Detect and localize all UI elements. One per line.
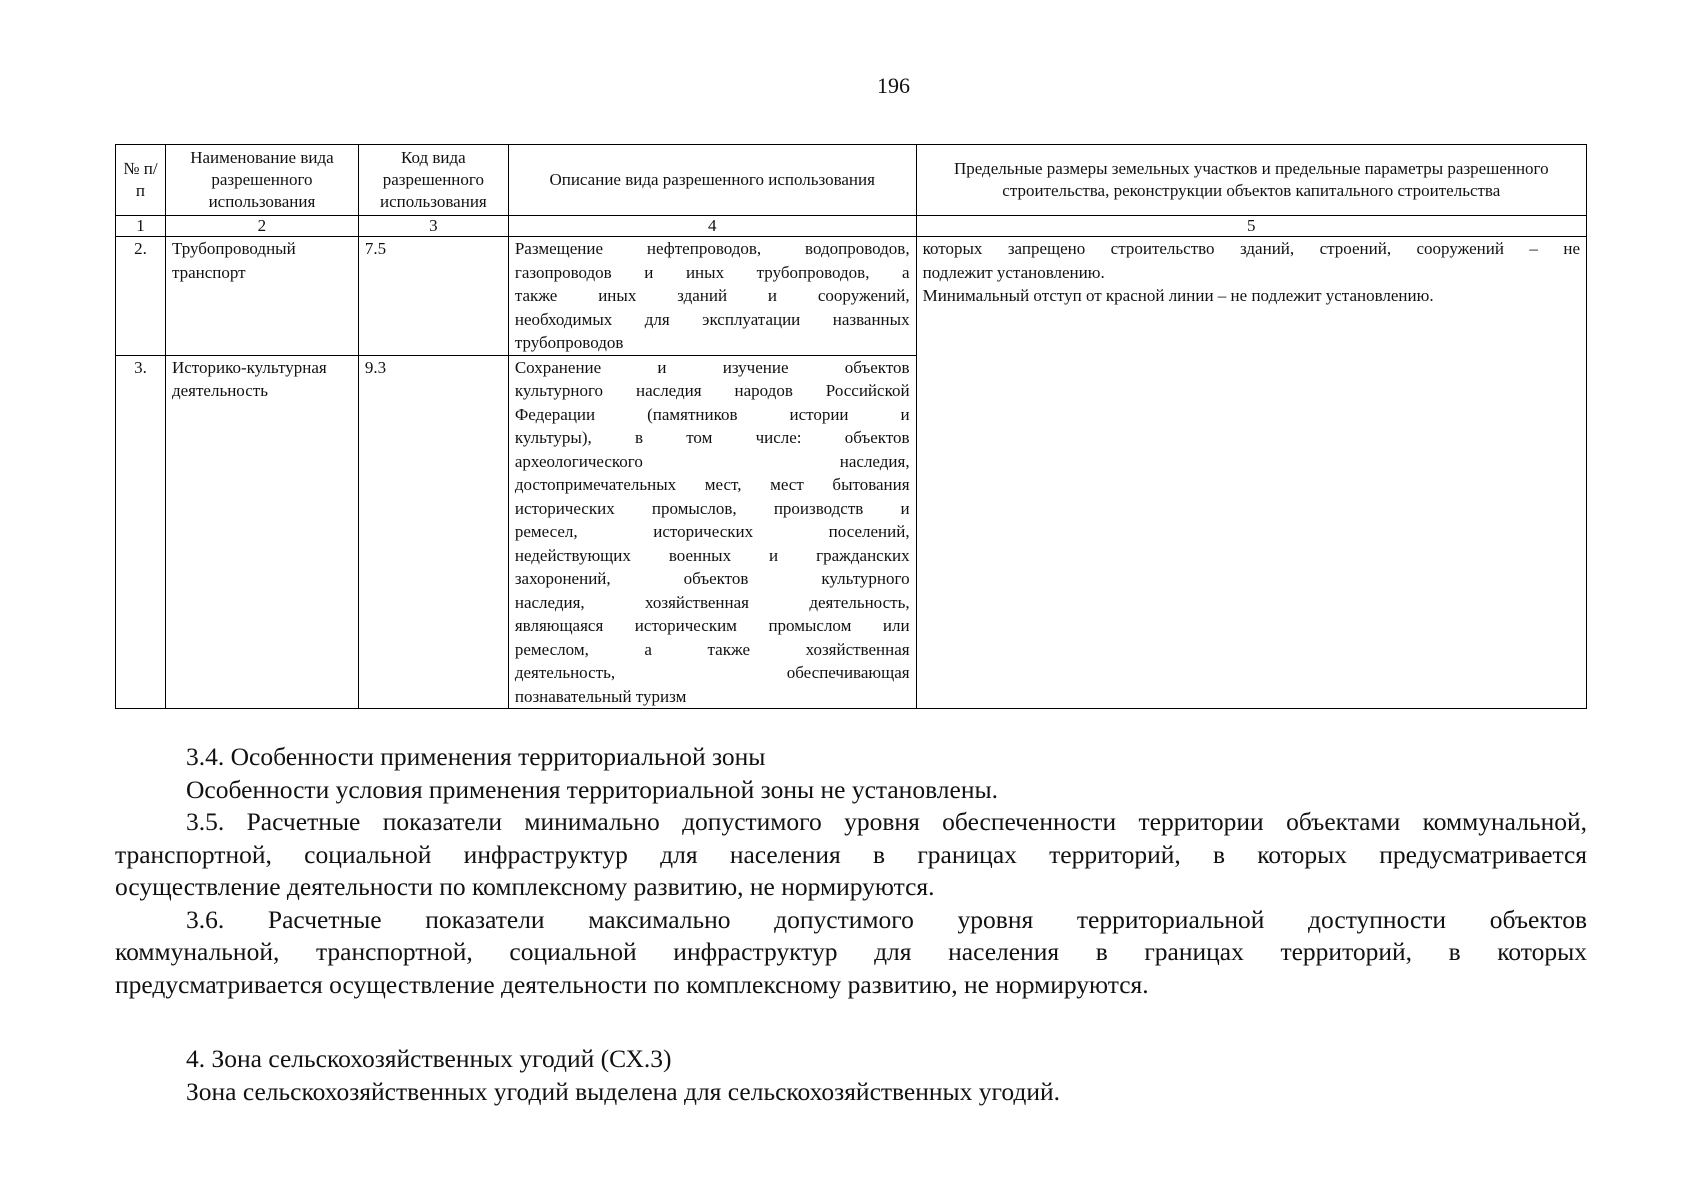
desc-line: археологического наследия,: [514, 451, 910, 471]
desc-line: познавательный туризм: [514, 686, 687, 706]
desc-line: также иных зданий и сооружений,: [514, 286, 910, 305]
paragraph-line: транспортной, социальной инфраструктур для населения в границах территорий, в которых предусматривается: [115, 839, 1587, 869]
desc-line: ремесел, исторических поселений,: [514, 522, 910, 541]
desc-line: трубопроводов: [514, 333, 624, 352]
section-4-title: 4. Зона сельскохозяйственных угодий (СХ.3): [186, 1044, 672, 1073]
col-number: 4: [508, 216, 916, 237]
header-params: Предельные размеры земельных участков и предельные параметры разрешенного строительства, реконструкции объектов капитального строительства: [916, 145, 1586, 216]
row-name: Историко-культурная деятельность: [165, 355, 358, 709]
row-code: 7.5: [358, 237, 508, 356]
paragraph-line: осуществление деятельности по комплексному развитию, не нормируются.: [115, 872, 935, 901]
paragraph-line: 3.5. Расчетные показатели минимально допустимого уровня обеспеченности территории объектами коммунальной,: [186, 807, 1587, 836]
col-number: 5: [916, 216, 1586, 237]
section-3-5: [115, 806, 1587, 904]
section-3-4-text: Особенности условия применения территориальной зоны не установлены.: [186, 774, 998, 804]
page-number: 196: [877, 73, 910, 98]
desc-line: являющаяся историческим промыслом или: [514, 616, 910, 635]
desc-line: исторических промыслов, производств и: [514, 498, 910, 518]
paragraph-line: предусматривается осуществление деятельности по комплексному развитию, не нормируются.: [115, 969, 1149, 999]
row-params: [916, 237, 1586, 709]
zoning-table: [115, 144, 1587, 709]
row-desc: [508, 237, 916, 356]
desc-line: Сохранение и изучение объектов: [514, 357, 910, 377]
params-line: подлежит установлению.: [922, 262, 1105, 282]
column-numbers-row: [116, 216, 1587, 237]
header-name: Наименование вида разрешенного использования: [165, 145, 358, 216]
desc-line: культуры), в том числе: объектов: [514, 428, 910, 447]
desc-line: необходимых для эксплуатации названных: [514, 309, 910, 329]
col-number: 3: [358, 216, 508, 237]
desc-line: захоронений, объектов культурного: [514, 569, 910, 588]
header-num: № п/п: [116, 145, 166, 216]
col-number: 2: [165, 216, 358, 237]
desc-line: газопроводов и иных трубопроводов, а: [514, 262, 910, 282]
desc-line: Размещение нефтепроводов, водопроводов,: [514, 239, 910, 258]
row-desc: [508, 355, 916, 709]
header-code: Код вида разрешенного использования: [358, 145, 508, 216]
paragraph-line: 3.6. Расчетные показатели максимально допустимого уровня территориальной доступности объектов: [186, 904, 1587, 934]
desc-line: ремеслом, а также хозяйственная: [514, 639, 910, 659]
desc-line: недействующих военных и гражданских: [514, 545, 910, 565]
table-row: [116, 237, 1587, 356]
desc-line: культурного наследия народов Российской: [514, 381, 910, 400]
table-header-row: [116, 145, 1587, 216]
header-desc: Описание вида разрешенного использования: [508, 145, 916, 216]
params-line: которых запрещено строительство зданий, строений, сооружений – не: [922, 239, 1580, 258]
section-3-4: [115, 741, 1587, 1001]
row-num: 3.: [116, 355, 166, 709]
row-num: 2.: [116, 237, 166, 356]
desc-line: Федерации (памятников истории и: [514, 404, 910, 424]
row-name: Трубопроводный транспорт: [165, 237, 358, 356]
desc-line: достопримечательных мест, мест бытования: [514, 475, 910, 494]
section-4: [115, 1043, 1587, 1108]
col-number: 1: [116, 216, 166, 237]
section-4-text: Зона сельскохозяйственных угодий выделена для сельскохозяйственных угодий.: [186, 1076, 1061, 1106]
params-line: Минимальный отступ от красной линии – не подлежит установлению.: [922, 286, 1434, 305]
section-3-6: [115, 904, 1587, 1002]
paragraph-line: коммунальной, транспортной, социальной инфраструктур для населения в границах территорий, в которых: [115, 937, 1587, 966]
row-code: 9.3: [358, 355, 508, 709]
desc-line: деятельность, обеспечивающая: [514, 663, 910, 682]
section-3-4-title: 3.4. Особенности применения территориальной зоны: [186, 742, 766, 771]
desc-line: наследия, хозяйственная деятельность,: [514, 592, 910, 612]
